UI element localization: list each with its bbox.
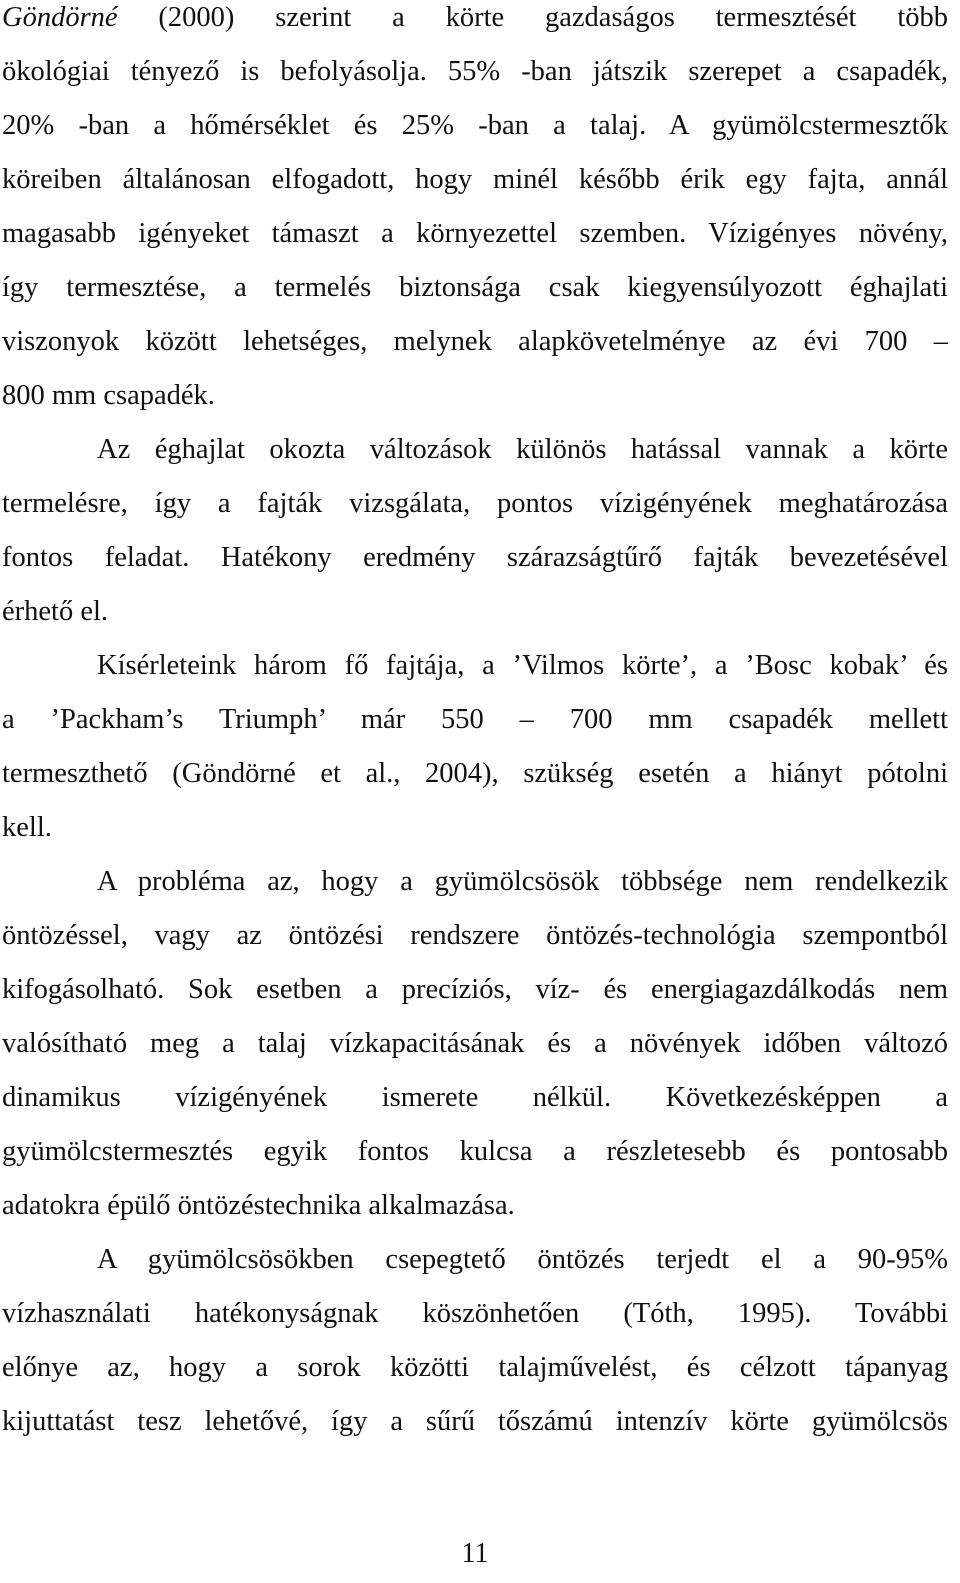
paragraph-1-line-7: viszonyok között lehetséges, melynek alapkövetelménye az évi 700 – (2, 326, 948, 357)
paragraph-4-line-2: öntözéssel, vagy az öntözési rendszere öntözés-technológia szempontból (2, 920, 948, 951)
paragraph-3-line-3: termeszthető (Göndörné et al., 2004), szükség esetén a hiányt pótolni (2, 758, 948, 789)
paragraph-3-line-2: a ’Packham’s Triumph’ már 550 – 700 mm csapadék mellett (2, 704, 948, 735)
paragraph-3-line-4: kell. (2, 812, 52, 843)
line-text: (2000) szerint a körte gazdaságos termesztését több (117, 2, 948, 33)
paragraph-3-line-1: Kísérleteink három fő fajtája, a ’Vilmos körte’, a ’Bosc kobak’ és (97, 650, 948, 681)
paragraph-1-line-2: ökológiai tényező is befolyásolja. 55% -ban játszik szerepet a csapadék, (2, 56, 948, 87)
paragraph-1-line-8: 800 mm csapadék. (2, 380, 215, 411)
paragraph-5-line-4: kijuttatást tesz lehetővé, így a sűrű tőszámú intenzív körte gyümölcsös (2, 1406, 948, 1437)
paragraph-4-line-1: A probléma az, hogy a gyümölcsösök többsége nem rendelkezik (97, 866, 948, 897)
author-name: Göndörné (2, 2, 118, 33)
paragraph-1-line-3: 20% -ban a hőmérséklet és 25% -ban a talaj. A gyümölcstermesztők (2, 110, 948, 141)
paragraph-2-line-3: fontos feladat. Hatékony eredmény szárazságtűrő fajták bevezetésével (2, 542, 948, 573)
paragraph-5-line-2: vízhasználati hatékonyságnak köszönhetően (Tóth, 1995). További (2, 1298, 948, 1329)
paragraph-4-line-3: kifogásolható. Sok esetben a precíziós, víz- és energiagazdálkodás nem (2, 974, 948, 1005)
paragraph-4-line-4: valósítható meg a talaj vízkapacitásának és a növények időben változó (2, 1028, 948, 1059)
paragraph-4-line-7: adatokra épülő öntözéstechnika alkalmazása. (2, 1190, 515, 1221)
paragraph-1-line-6: így termesztése, a termelés biztonsága csak kiegyensúlyozott éghajlati (2, 272, 948, 303)
page-number: 11 (461, 1538, 489, 1569)
paragraph-2-line-2: termelésre, így a fajták vizsgálata, pontos vízigényének meghatározása (2, 488, 948, 519)
paragraph-5-line-1: A gyümölcsösökben csepegtető öntözés terjedt el a 90-95% (97, 1244, 948, 1275)
paragraph-2-line-4: érhető el. (2, 596, 109, 627)
paragraph-4-line-5: dinamikus vízigényének ismerete nélkül. Következésképpen a (2, 1082, 948, 1113)
paragraph-1-line-1 (2, 0, 948, 36)
paragraph-5-line-3: előnye az, hogy a sorok közötti talajművelést, és célzott tápanyag (2, 1352, 948, 1383)
paragraph-1-line-4: köreiben általánosan elfogadott, hogy minél később érik egy fajta, annál (2, 164, 948, 195)
paragraph-2-line-1: Az éghajlat okozta változások különös hatással vannak a körte (97, 434, 948, 465)
paragraph-4-line-6: gyümölcstermesztés egyik fontos kulcsa a részletesebb és pontosabb (2, 1136, 948, 1167)
paragraph-1-line-5: magasabb igényeket támaszt a környezettel szemben. Vízigényes növény, (2, 218, 948, 249)
